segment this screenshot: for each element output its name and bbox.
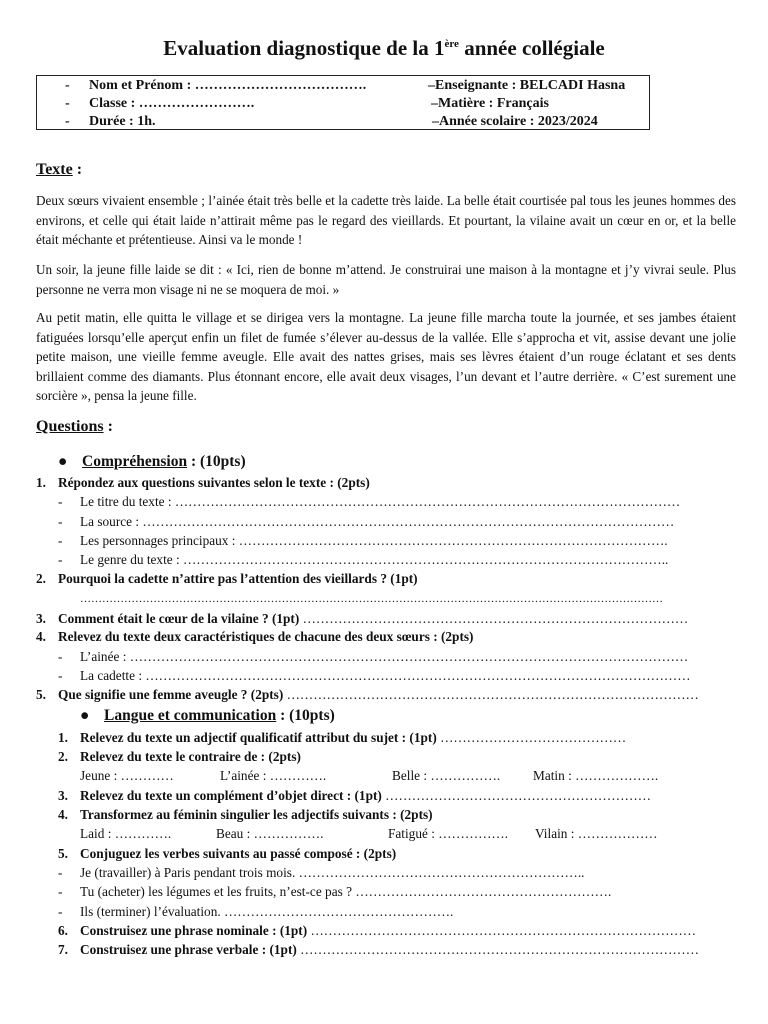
langue-points: : (10pts) [276, 707, 335, 724]
question-text: Conjuguez les verbes suivants au passé composé : (2pts) [80, 846, 397, 861]
list-dash: - [58, 668, 63, 683]
class-field: Classe : ……………………. [89, 96, 255, 111]
question-number: 4. [58, 807, 68, 822]
title-superscript: ère [444, 38, 459, 50]
answer-prompt: Le titre du texte : …………………………………………………………………………………………………… [80, 494, 681, 509]
question-number: 1. [36, 475, 46, 490]
text-paragraph-1: Deux sœurs vivaient ensemble ; l’ainée était très belle et la cadette très laide. La belle était courtisée pal tous les jeunes hommes des environs, et celle qui était laide n’attirait même pas le regard des vieillards. Et pourtant, la vilaine avait un cœur en or, et la belle était méchante et prétentieuse. Ainsi va le monde ! [36, 193, 736, 247]
question-text: Relevez du texte un complément d’objet direct : (1pt) [80, 788, 382, 803]
answer-jeune: Jeune : ………… [80, 768, 174, 783]
answer-line-characters [58, 531, 668, 550]
info-dash: - [65, 78, 70, 93]
answer-belle: Belle : ……………. [392, 768, 501, 783]
school-year-label: –Année scolaire : 2023/2024 [432, 114, 598, 129]
question-text: Relevez du texte deux caractéristiques de chacune des deux sœurs : (2pts) [58, 629, 474, 644]
answer-prompt: Le genre du texte : ……………………………………………………………………………………………….. [80, 552, 669, 567]
question-number: 7. [58, 942, 68, 957]
answer-laid: Laid : …………. [80, 826, 172, 841]
answer-dots: …………………………………………………………………………… [307, 923, 697, 938]
answer-dots: …………………………………… [436, 730, 627, 745]
list-dash: - [58, 649, 63, 664]
question-text: Construisez une phrase nominale : (1pt) [80, 923, 308, 938]
list-dash: - [58, 904, 63, 919]
info-row-name [37, 77, 649, 95]
lang-question-5 [58, 844, 396, 863]
questions-section-heading [36, 418, 113, 436]
conjugation-item-2 [58, 882, 611, 901]
subject-label: –Matière : Français [431, 96, 549, 111]
bullet-icon: ● [58, 453, 68, 470]
comp-question-3 [36, 609, 688, 628]
answer-prompt: Les personnages principaux : ……………………………………………………………………………………. [80, 533, 668, 548]
info-dash: - [65, 114, 70, 129]
text-paragraph-2: Un soir, la jeune fille laide se dit : « Ici, rien de bonne m’attend. Je construirai une maison à la montagne et j’y vivrai seule. Plus personne ne verra mon visage ni ne se moquera de moi. » [36, 262, 736, 297]
answer-dots: …………………………………………………… [381, 788, 652, 803]
langue-label: Langue et communication [104, 707, 277, 724]
answer-prompt: La cadette : …………………………………………………………………………………………………………… [80, 668, 691, 683]
answer-line-genre [58, 550, 668, 569]
info-row-class [37, 95, 649, 113]
question-number: 2. [36, 571, 46, 586]
text-heading-label: Texte [36, 161, 73, 178]
text-paragraph-3: Au petit matin, elle quitta le village et se dirigea vers la montagne. La jeune fille marcha toute la journée, et ses jambes étaient fatiguées lorsqu’elle aperçut enfin un filet de fumée s’élever au-dessus de la vallée. Elle s’approcha et vit, assise devant une jolie petite maison, une vieille femme aveugle. Elle avait des nattes grises, mais ses lèvres étaient d’un rouge éclatant et ses dents brillaient comme des diamants. Plus étonnant encore, elle avait deux visages, l’un devant et l’autre derrière. « C’est surement une sorcière », pensa la jeune fille. [36, 310, 736, 403]
answer-line-title [58, 492, 680, 511]
page-title [0, 36, 768, 61]
lang-question-3 [58, 786, 651, 805]
bullet-icon: ● [80, 707, 90, 724]
question-text: Relevez du texte un adjectif qualificatif attribut du sujet : (1pt) [80, 730, 437, 745]
answer-line-source [58, 512, 674, 531]
lang-question-7 [58, 940, 699, 959]
title-main: Evaluation diagnostique de la 1 [163, 36, 445, 60]
questions-heading-label: Questions [36, 418, 104, 435]
answer-prompt: L’ainée : ……………………………………………………………………………………………………………… [80, 649, 689, 664]
lang-question-6 [58, 921, 696, 940]
conjugation-prompt: Je (travailler) à Paris pendant trois mois. ……………………………………………………….. [80, 865, 585, 880]
conjugation-item-3 [58, 902, 453, 921]
lang-question-4 [58, 805, 433, 824]
question-number: 4. [36, 629, 46, 644]
answer-dotted-line: …………………………………………………………………………………………………………………………………………… [80, 593, 663, 605]
lang-question-1 [58, 728, 626, 747]
list-dash: - [58, 865, 63, 880]
conjugation-prompt: Ils (terminer) l’évaluation. ……………………………………………. [80, 904, 454, 919]
question-number: 3. [36, 611, 46, 626]
question-number: 5. [36, 687, 46, 702]
langue-heading [80, 707, 335, 725]
answer-line-cadette [58, 666, 691, 685]
comp-question-1 [36, 473, 370, 492]
text-heading-colon: : [72, 161, 83, 178]
list-dash: - [58, 494, 63, 509]
text-section-heading [36, 161, 82, 179]
question-number: 5. [58, 846, 68, 861]
answer-dots: …………………………………………………………………………… [299, 611, 689, 626]
comp-question-5 [36, 685, 699, 704]
answer-vilain: Vilain : ……………… [535, 826, 658, 841]
info-dash: - [65, 96, 70, 111]
student-info-box [36, 75, 650, 130]
question-text: Comment était le cœur de la vilaine ? (1pt) [58, 611, 300, 626]
answer-prompt: La source : ………………………………………………………………………………………………………… [80, 514, 675, 529]
answer-dots: ………………………………………………………………………………… [283, 687, 699, 702]
info-row-duration [37, 113, 649, 131]
answer-matin: Matin : ………………. [533, 768, 659, 783]
list-dash: - [58, 884, 63, 899]
question-number: 6. [58, 923, 68, 938]
question-number: 1. [58, 730, 68, 745]
question-text: Que signifie une femme aveugle ? (2pts) [58, 687, 284, 702]
conjugation-prompt: Tu (acheter) les légumes et les fruits, n’est-ce pas ? …………………………………………………. [80, 884, 612, 899]
title-rest: année collégiale [458, 36, 605, 60]
answer-ainee: L’ainée : …………. [220, 768, 327, 783]
question-text: Transformez au féminin singulier les adjectifs suivants : (2pts) [80, 807, 433, 822]
question-text: Répondez aux questions suivantes selon le texte : (2pts) [58, 475, 370, 490]
comprehension-label: Compréhension [82, 453, 188, 470]
name-field: Nom et Prénom : ………………………………. [89, 78, 367, 93]
conjugation-item-1 [58, 863, 584, 882]
list-dash: - [58, 533, 63, 548]
answer-beau: Beau : ……………. [216, 826, 324, 841]
duration-field: Durée : 1h. [89, 114, 156, 129]
answer-fatigue: Fatigué : ……………. [388, 826, 509, 841]
comprehension-points: : (10pts) [187, 453, 246, 470]
question-text: Construisez une phrase verbale : (1pt) [80, 942, 297, 957]
list-dash: - [58, 514, 63, 529]
teacher-label: –Enseignante : BELCADI Hasna [428, 78, 626, 93]
comp-question-4 [36, 627, 473, 646]
comprehension-heading [58, 453, 246, 471]
lang-question-2 [58, 747, 301, 766]
question-text: Relevez du texte le contraire de : (2pts) [80, 749, 301, 764]
answer-line-ainee [58, 647, 688, 666]
question-number: 2. [58, 749, 68, 764]
list-dash: - [58, 552, 63, 567]
question-number: 3. [58, 788, 68, 803]
question-text: Pourquoi la cadette n’attire pas l’attention des vieillards ? (1pt) [58, 571, 418, 586]
comp-question-2 [36, 569, 418, 588]
answer-dots: ……………………………………………………………………………… [296, 942, 700, 957]
questions-heading-colon: : [103, 418, 113, 435]
